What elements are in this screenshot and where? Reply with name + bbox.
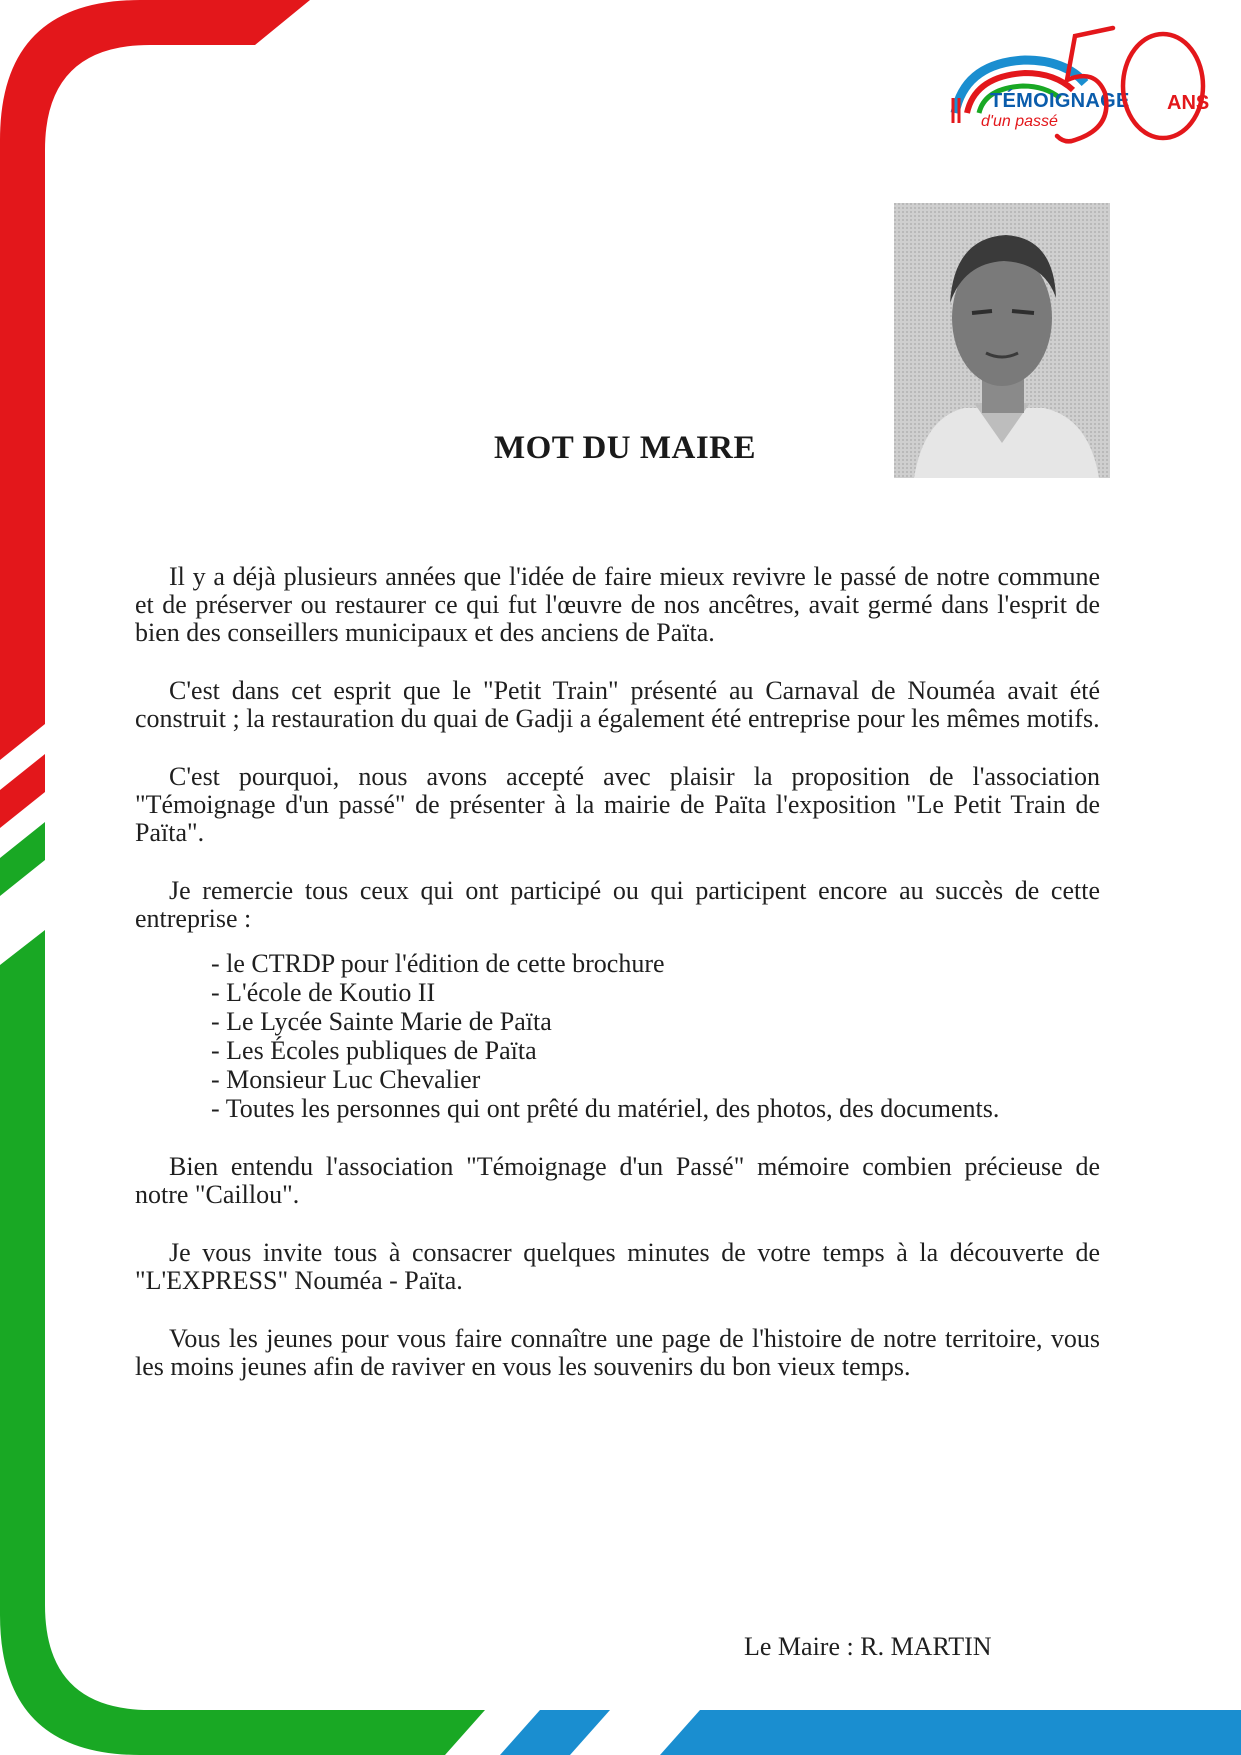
green-frame-stripe <box>0 822 45 896</box>
letter-body <box>135 563 1100 1411</box>
list-item: - le CTRDP pour l'édition de cette brochure <box>211 949 665 978</box>
paragraph: Il y a déjà plusieurs années que l'idée de faire mieux revivre le passé de notre commune et de préserver ou restaurer ce qui fut l'œuvre de nos ancêtres, avait germé dans l'esprit de bien des conseillers municipaux et des anciens de Païta. <box>135 562 1100 647</box>
list-item: - L'école de Koutio II <box>211 978 436 1007</box>
logo-ans: ANS <box>1167 92 1210 114</box>
blue-frame-stripe <box>500 1710 610 1755</box>
temoignage-logo <box>945 18 1235 178</box>
logo-subtitle: d'un passé <box>981 113 1058 130</box>
thanks-list <box>135 949 1100 1123</box>
signature: Le Maire : R. MARTIN <box>744 1632 992 1661</box>
paragraph: Bien entendu l'association "Témoignage d'un Passé" mémoire combien précieuse de notre "Caillou". <box>135 1152 1100 1209</box>
list-item: - Toutes les personnes qui ont prêté du matériel, des photos, des documents. <box>211 1094 1000 1123</box>
list-item: - Le Lycée Sainte Marie de Païta <box>211 1007 552 1036</box>
mayor-portrait <box>894 203 1110 478</box>
paragraph: C'est pourquoi, nous avons accepté avec plaisir la proposition de l'association "Témoignage d'un passé" de présenter à la mairie de Païta l'exposition "Le Petit Train de Païta". <box>135 762 1100 847</box>
red-frame-stripe <box>0 754 45 828</box>
list-item: - Les Écoles publiques de Païta <box>211 1036 537 1065</box>
blue-frame-band <box>660 1710 1241 1755</box>
paragraph: C'est dans cet esprit que le "Petit Train" présenté au Carnaval de Nouméa avait été construit ; la restauration du quai de Gadji a également été entreprise pour les mêmes motifs. <box>135 676 1100 733</box>
paragraph: Vous les jeunes pour vous faire connaître une page de l'histoire de notre territoire, vous les moins jeunes afin de raviver en vous les souvenirs du bon vieux temps. <box>135 1324 1100 1381</box>
page-title: MOT DU MAIRE <box>493 430 757 466</box>
logo-word: TÉMOIGNAGE <box>990 90 1130 112</box>
paragraph: Je vous invite tous à consacrer quelques minutes de votre temps à la découverte de "L'EXPRESS" Nouméa - Païta. <box>135 1238 1100 1295</box>
paragraph: Je remercie tous ceux qui ont participé ou qui participent encore au succès de cette entreprise : <box>135 876 1100 933</box>
list-item: - Monsieur Luc Chevalier <box>211 1065 481 1094</box>
